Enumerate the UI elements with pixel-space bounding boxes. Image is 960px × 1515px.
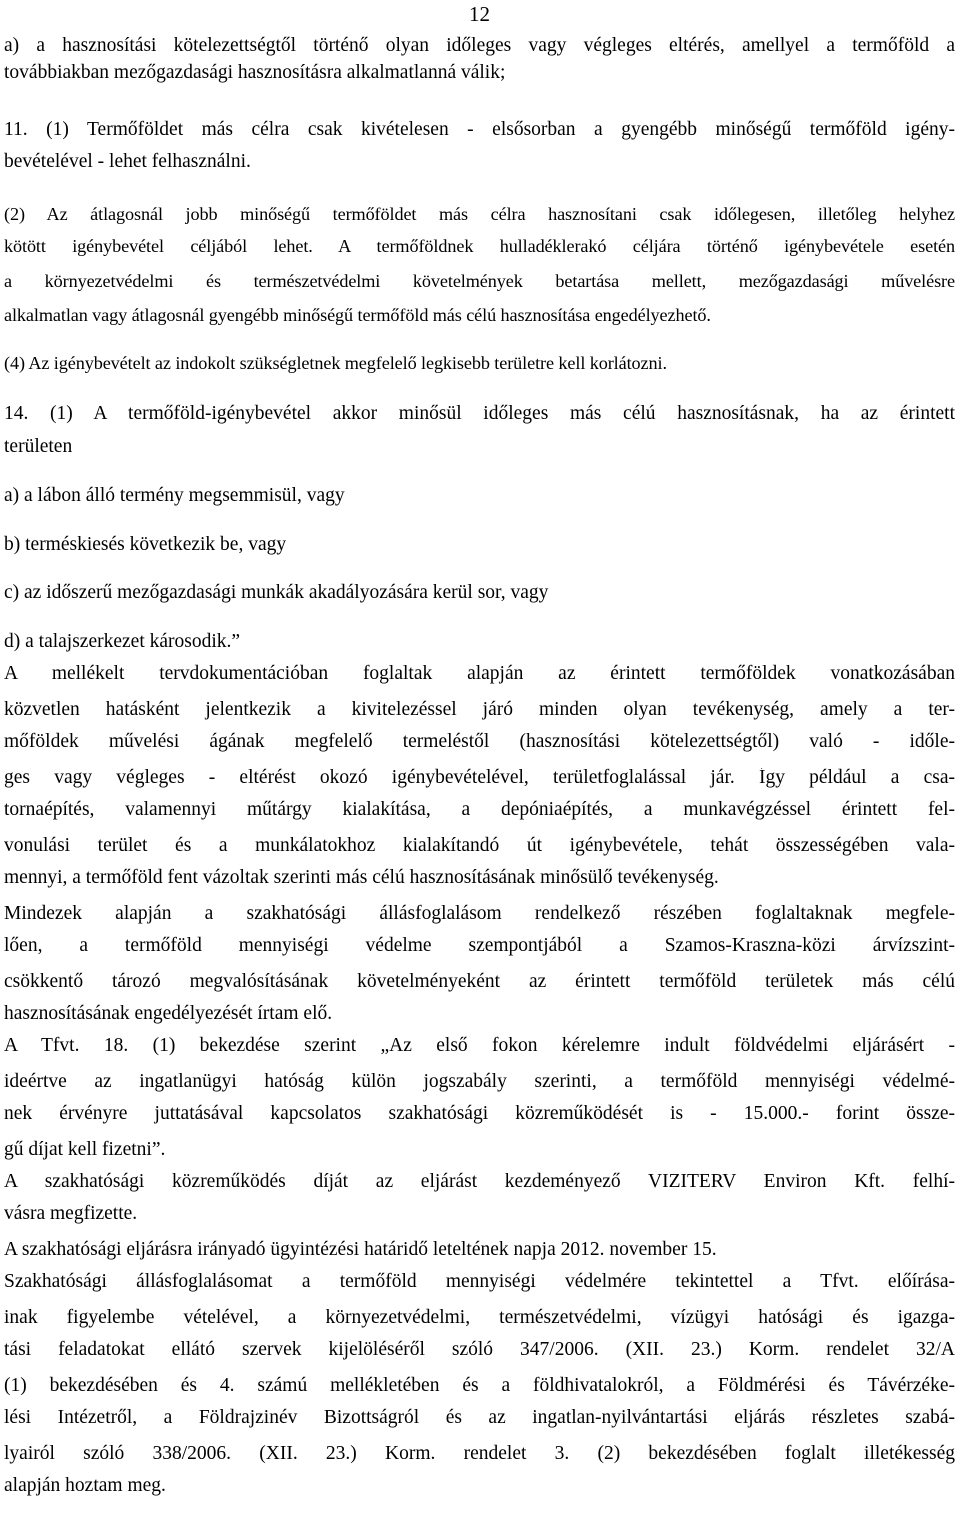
text-line: a környezetvédelmi és természetvédelmi követelmények betartása mellett, mezőgazdasági művelésre <box>4 272 955 291</box>
text-line: alapján hoztam meg. <box>4 1475 166 1496</box>
text-line: tási feladatokat ellátó szervek kijelöléséről szóló 347/2006. (XII. 23.) Korm. rendelet 32/A <box>4 1340 955 1360</box>
text-line: Mindezek alapján a szakhatósági állásfoglalásom rendelkező részében foglaltaknak megfele- <box>4 904 955 924</box>
text-line: a) a lábon álló termény megsemmisül, vagy <box>4 485 345 506</box>
text-line: lési Intézetről, a Földrajzinév Bizottságról és az ingatlan-nyilvántartási eljárás részletes szabá- <box>4 1408 955 1428</box>
text-line: lően, a termőföld mennyiségi védelme szempontjából a Szamos-Kraszna-közi árvízszint- <box>4 936 955 956</box>
text-line: 14. (1) A termőföld-igénybevétel akkor minősül időleges más célú hasznosításnak, ha az érintett <box>4 404 955 424</box>
text-line: mőföldek művelési ágának megfelelő termeléstől (hasznosítási kötelezettségtől) való - időle- <box>4 732 955 752</box>
text-line: 11. (1) Termőföldet más célra csak kivételesen - elsősorban a gyengébb minőségű termőföld igény- <box>4 120 955 140</box>
text-line: vásra megfizette. <box>4 1203 138 1224</box>
text-line: A mellékelt tervdokumentációban foglaltak alapján az érintett termőföldek vonatkozásában <box>4 664 955 684</box>
text-line: továbbiakban mezőgazdasági hasznosításra alkalmatlanná válik; <box>4 62 506 83</box>
page-number: 12 <box>469 2 490 26</box>
text-line: alkalmatlan vagy átlagosnál gyengébb minőségű termőföld más célú hasznosítása engedélyezhető. <box>4 305 711 325</box>
text-line: Szakhatósági állásfoglalásomat a termőföld mennyiségi védelmére tekintettel a Tfvt. előírása- <box>4 1272 955 1292</box>
text-line: ideértve az ingatlanügyi hatóság külön jogszabály szerinti, a termőföld mennyiségi védelmé- <box>4 1072 955 1092</box>
text-line: d) a talajszerkezet károsodik.” <box>4 631 241 652</box>
text-line: A Tfvt. 18. (1) bekezdése szerint „Az első fokon kérelemre indult földvédelmi eljárásért - <box>4 1036 955 1056</box>
text-line: A szakhatósági közreműködés díját az eljárást kezdeményező VIZITERV Environ Kft. felhí- <box>4 1172 955 1192</box>
text-line: hasznosításának engedélyezését írtam elő. <box>4 1003 333 1024</box>
text-line: a) a hasznosítási kötelezettségtől történő olyan időleges vagy végleges eltérés, amellyel a termőföld a <box>4 36 955 56</box>
text-line: csökkentő tározó megvalósításának követelményeként az érintett termőföld területek más célú <box>4 972 955 992</box>
text-line: inak figyelembe vételével, a környezetvédelmi, természetvédelmi, vízügyi hatósági és igazga- <box>4 1308 955 1328</box>
text-line: közvetlen hatásként jelentkezik a kivitelezéssel járó minden olyan tevékenység, amely a ter- <box>4 700 955 720</box>
text-line: A szakhatósági eljárásra irányadó ügyintézési határidő leteltének napja 2012. november 15. <box>4 1239 717 1260</box>
text-line: tornaépítés, valamennyi műtárgy kialakítása, a depóniaépítés, a munkavégzéssel érintett fel- <box>4 800 955 820</box>
text-line: területen <box>4 436 73 457</box>
text-line: c) az időszerű mezőgazdasági munkák akadályozására kerül sor, vagy <box>4 582 549 603</box>
text-line: b) terméskiesés következik be, vagy <box>4 534 287 555</box>
text-line: vonulási terület és a munkálatokhoz kialakítandó út igénybevétele, tehát összességében vala- <box>4 836 955 856</box>
text-line: ges vagy végleges - eltérést okozó igénybevételével, területfoglalással jár. Így például a csa- <box>4 768 955 788</box>
text-line: kötött igénybevétel céljából lehet. A termőföldnek hulladéklerakó céljára történő igénybevétele esetén <box>4 237 955 256</box>
text-line: (2) Az átlagosnál jobb minőségű termőföldet más célra hasznosítani csak időlegesen, illetőleg helyhez <box>4 205 955 224</box>
text-line: mennyi, a termőföld fent vázoltak szerinti más célú hasznosításának minősülő tevékenység. <box>4 867 719 888</box>
text-line: (4) Az igénybevételt az indokolt szükségletnek megfelelő legkisebb területre kell korlátozni. <box>4 353 667 373</box>
text-line: bevételével - lehet felhasználni. <box>4 151 251 172</box>
text-line: lyairól szóló 338/2006. (XII. 23.) Korm. rendelet 3. (2) bekezdésében foglalt illetékesség <box>4 1444 955 1464</box>
text-line: gű díjat kell fizetni”. <box>4 1139 166 1160</box>
text-line: (1) bekezdésében és 4. számú mellékletében és a földhivatalokról, a Földmérési és Távérzéke- <box>4 1376 955 1396</box>
text-line: nek érvényre juttatásával kapcsolatos szakhatósági közreműködését is - 15.000.- forint össze- <box>4 1104 955 1124</box>
